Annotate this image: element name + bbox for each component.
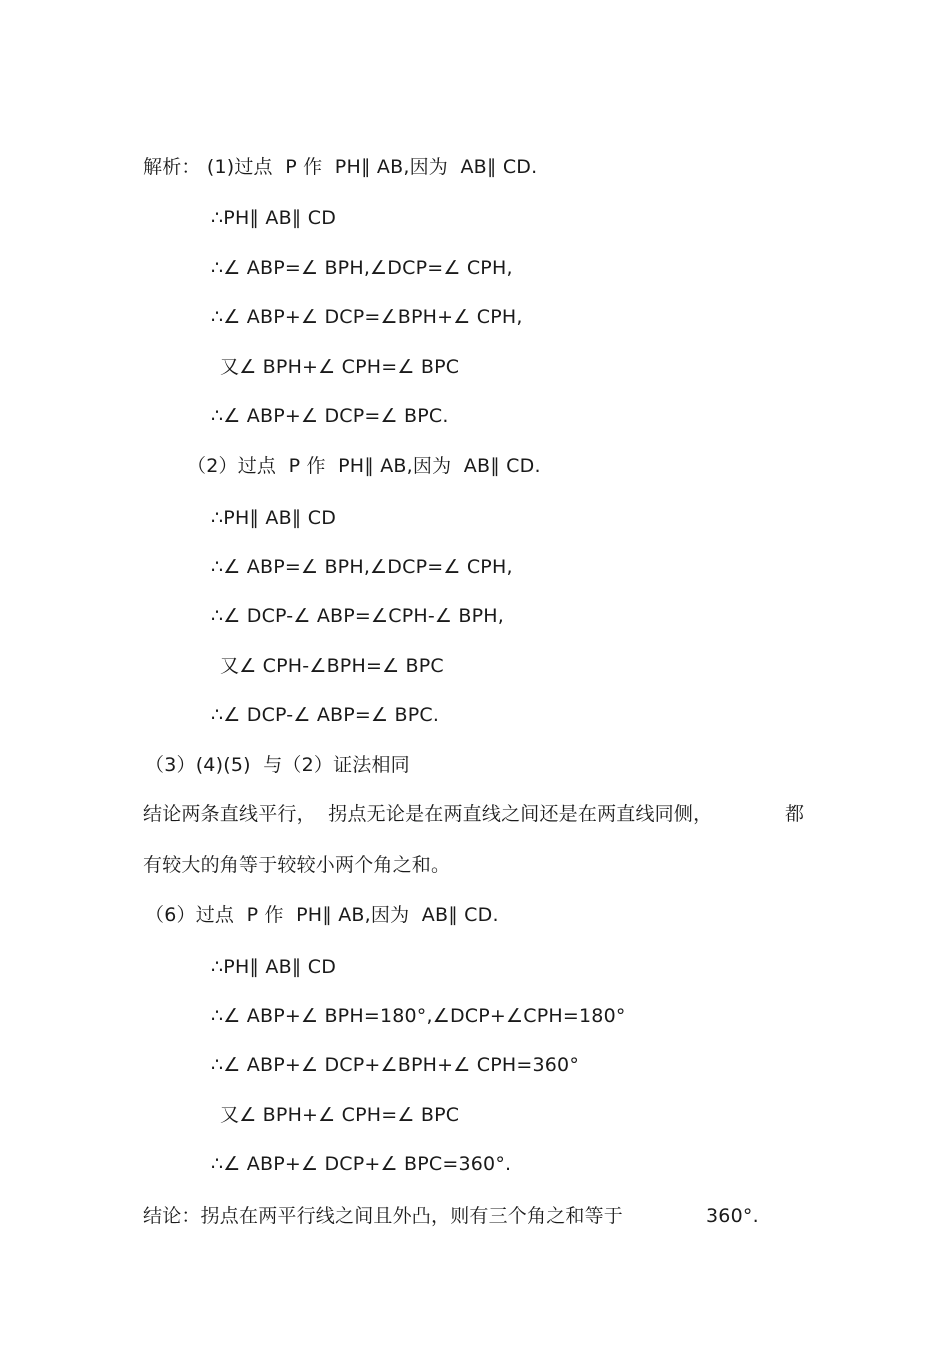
- final-conclusion-value: 360°.: [706, 1205, 759, 1227]
- part2-line-1: （2）过点 P 作 PH∥ AB,因为 AB∥ CD.: [187, 455, 541, 477]
- part6-line-3: ∴∠ ABP+∠ BPH=180°,∠DCP+∠CPH=180°: [211, 1005, 626, 1027]
- solution-line-1: 解析： (1)过点 P 作 PH∥ AB,因为 AB∥ CD.: [143, 156, 538, 178]
- conclusion-line-1: 结论两条直线平行， 拐点无论是在两直线之间还是在两直线同侧，: [143, 803, 713, 825]
- conclusion-line-1-end: 都: [785, 803, 805, 825]
- part6-line-5: 又∠ BPH+∠ CPH=∠ BPC: [220, 1104, 460, 1126]
- part2-line-4: ∴∠ DCP-∠ ABP=∠CPH-∠ BPH,: [211, 605, 505, 627]
- solution-line-5: 又∠ BPH+∠ CPH=∠ BPC: [220, 356, 460, 378]
- part6-line-6: ∴∠ ABP+∠ DCP+∠ BPC=360°.: [211, 1153, 512, 1175]
- part2-line-2: ∴PH∥ AB∥ CD: [211, 507, 337, 529]
- part6-line-1: （6）过点 P 作 PH∥ AB,因为 AB∥ CD.: [145, 904, 499, 926]
- part6-line-4: ∴∠ ABP+∠ DCP+∠BPH+∠ CPH=360°: [211, 1054, 580, 1076]
- solution-line-6: ∴∠ ABP+∠ DCP=∠ BPC.: [211, 405, 449, 427]
- part2-line-6: ∴∠ DCP-∠ ABP=∠ BPC.: [211, 704, 440, 726]
- part6-line-2: ∴PH∥ AB∥ CD: [211, 956, 337, 978]
- part2-line-3: ∴∠ ABP=∠ BPH,∠DCP=∠ CPH,: [211, 556, 513, 578]
- part345-line: （3）(4)(5) 与（2）证法相同: [145, 754, 410, 776]
- solution-line-4: ∴∠ ABP+∠ DCP=∠BPH+∠ CPH,: [211, 306, 523, 328]
- solution-line-3: ∴∠ ABP=∠ BPH,∠DCP=∠ CPH,: [211, 257, 513, 279]
- final-conclusion: 结论：拐点在两平行线之间且外凸，则有三个角之和等于: [143, 1205, 624, 1227]
- solution-line-2: ∴PH∥ AB∥ CD: [211, 207, 337, 229]
- conclusion-line-2: 有较大的角等于较较小两个角之和。: [143, 854, 451, 876]
- part2-line-5: 又∠ CPH-∠BPH=∠ BPC: [220, 655, 444, 677]
